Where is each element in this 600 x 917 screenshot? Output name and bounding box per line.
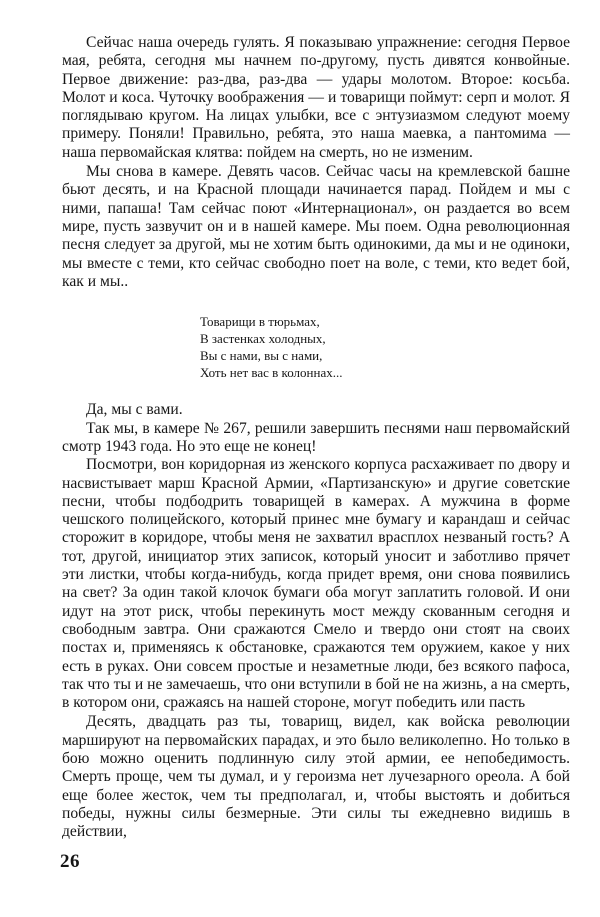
- poem-line: Хоть нет вас в колоннах...: [200, 364, 343, 380]
- poem-line: Вы с нами, вы с нами,: [200, 347, 323, 363]
- poem-quote: [200, 314, 570, 381]
- paragraph: Сейчас наша очередь гулять. Я показываю упражнение: сегодня Первое мая, ребята, сегодня мы начнем по-другому, пусть дивятся конвойные. Первое движение: раз-два, раз-два — удары молотом. Второе: косьба. Молот и коса. Чуточку воображения — и товарищи поймут: серп и молот. Я поглядываю кругом. На лицах улыбки, все с энтузиазмом следуют моему примеру. Поняли! Правильно, ребята, это наша маевка, а пантомима — наша первомайская клятва: пойдем на смерть, но не изменим.: [62, 34, 570, 161]
- text-column: [62, 34, 570, 841]
- paragraph: Да, мы с вами.: [86, 401, 183, 419]
- paragraph: Десять, двадцать раз ты, товарищ, видел, как войска революции маршируют на первомайских парадах, и это было великолепно. Но только в бою можно оценить подлинную силу этой армии, ее непобедимость. Смерть проще, чем ты думал, и у героизма нет лучезарного ореола. А бой еще более жесток, чем ты предполагал, и, чтобы выстоять и добиться победы, нужны силы безмерные. Эти силы ты ежедневно видишь в действии,: [62, 713, 570, 841]
- paragraph: Мы снова в камере. Девять часов. Сейчас часы на кремлевской башне бьют десять, и на Красной площади начинается парад. Пойдем и мы с ними, папаша! Там сейчас поют «Интернационал», он раздается во всем мире, пусть зазвучит он и в нашей камере. Мы поем. Одна революционная песня следует за другой, мы не хотим быть одинокими, да мы и не одиноки, мы вместе с теми, кто сейчас свободно поет на воле, с теми, кто ведет бой, как и мы..: [62, 163, 570, 290]
- page-number: 26: [60, 851, 80, 872]
- paragraph: Так мы, в камере № 267, решили завершить песнями наш первомайский смотр 1943 года. Но это еще не конец!: [62, 419, 570, 455]
- paragraph: Посмотри, вон коридорная из женского корпуса расхаживает по двору и насвистывает марш Красной Армии, «Партизанскую» и другие советские песни, чтобы подбодрить товарищей в камерах. А мужчина в форме чешского полицейского, который принес мне бумагу и карандаш и сейчас сторожит в коридоре, чтобы меня не захватил врасплох незваный гость? А тот, другой, инициатор этих записок, который уносит и заботливо прячет эти листки, чтобы когда-нибудь, когда придет время, они снова появились на свет? За один такой клочок бумаги оба могут заплатить головой. И они идут на этот риск, чтобы перекинуть мост между скованным сегодня и свободным завтра. Они сражаются Смело и твердо они стоят на своих постах и, применяясь к обстановке, сражаются тем оружием, какое у них есть в руках. Они совсем простые и незаметные люди, без всякого пафоса, так что ты и не замечаешь, что они вступили в бой не на жизнь, а на смерть, в котором они, сражаясь на нашей стороне, могут победить или пасть: [62, 456, 570, 712]
- poem-line: Товарищи в тюрьмах,: [200, 314, 320, 330]
- poem-line: В застенках холодных,: [200, 330, 326, 346]
